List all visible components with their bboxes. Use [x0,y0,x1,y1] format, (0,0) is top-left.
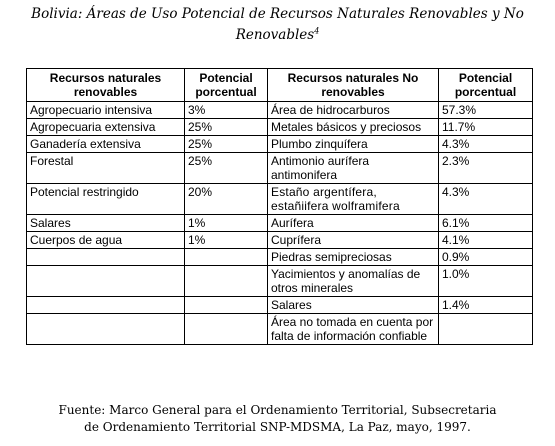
table-row [27,232,533,249]
table-row [27,297,533,314]
nonrenewable-percent [439,314,533,345]
nonrenewable-resource: Piedras semipreciosas [268,249,439,266]
renewable-percent: 20% [185,184,268,215]
renewable-percent: 1% [185,215,268,232]
nonrenewable-percent: 4.3% [439,184,533,215]
renewable-percent: 25% [185,119,268,136]
renewable-percent [185,314,268,345]
nonrenewable-percent: 4.3% [439,136,533,153]
renewable-resource [27,266,185,297]
nonrenewable-resource: Plumbo zinquífera [268,136,439,153]
renewable-resource: Forestal [27,153,185,184]
table-row [27,153,533,184]
table-row [27,266,533,297]
renewable-resource: Cuerpos de agua [27,232,185,249]
nonrenewable-percent: 1.0% [439,266,533,297]
renewable-resource [27,249,185,266]
nonrenewable-resource: Área no tomada en cuenta por falta de información confiable [268,314,439,345]
nonrenewable-percent: 6.1% [439,215,533,232]
header-renewable-potential: Potencial porcentual [185,69,268,102]
table-row [27,102,533,119]
renewable-percent: 1% [185,232,268,249]
footnote-marker: 4 [314,26,320,36]
table-row [27,136,533,153]
table-row [27,314,533,345]
nonrenewable-resource: Salares [268,297,439,314]
table-header-row [27,69,533,102]
source-note [0,402,555,436]
table-title-text: Bolivia: Áreas de Uso Potencial de Recursos Naturales Renovables y No Renovables [31,6,524,43]
nonrenewable-resource: Antimonio aurífera antimonifera [268,153,439,184]
source-line-1: Fuente: Marco General para el Ordenamiento Territorial, Subsecretaria [58,403,497,417]
renewable-resource: Agropecuario intensiva [27,102,185,119]
table-title [0,4,555,46]
renewable-resource: Agropecuaria extensiva [27,119,185,136]
nonrenewable-percent: 57.3% [439,102,533,119]
nonrenewable-percent: 2.3% [439,153,533,184]
nonrenewable-resource: Cuprífera [268,232,439,249]
renewable-resource [27,314,185,345]
nonrenewable-percent: 4.1% [439,232,533,249]
renewable-resource: Potencial restringido [27,184,185,215]
nonrenewable-percent: 11.7% [439,119,533,136]
nonrenewable-resource: Área de hidrocarburos [268,102,439,119]
resources-table [26,68,533,345]
nonrenewable-percent: 0.9% [439,249,533,266]
header-nonrenewable-potential: Potencial porcentual [439,69,533,102]
renewable-resource: Salares [27,215,185,232]
header-nonrenewable-resources: Recursos naturales No renovables [268,69,439,102]
renewable-percent: 3% [185,102,268,119]
renewable-percent: 25% [185,153,268,184]
nonrenewable-resource: Metales básicos y preciosos [268,119,439,136]
source-line-2: de Ordenamiento Territorial SNP-MDSMA, La Paz, mayo, 1997. [84,420,471,434]
nonrenewable-resource: Aurífera [268,215,439,232]
renewable-percent [185,297,268,314]
renewable-percent: 25% [185,136,268,153]
renewable-resource [27,297,185,314]
renewable-percent [185,249,268,266]
nonrenewable-percent: 1.4% [439,297,533,314]
nonrenewable-resource: Yacimientos y anomalías de otros minerales [268,266,439,297]
renewable-percent [185,266,268,297]
table-row [27,119,533,136]
table-row [27,249,533,266]
header-renewable-resources: Recursos naturales renovables [27,69,185,102]
renewable-resource: Ganadería extensiva [27,136,185,153]
table-row [27,215,533,232]
nonrenewable-resource: Estaño argentífera, estañiifera wolframifera [268,184,439,215]
table-row [27,184,533,215]
